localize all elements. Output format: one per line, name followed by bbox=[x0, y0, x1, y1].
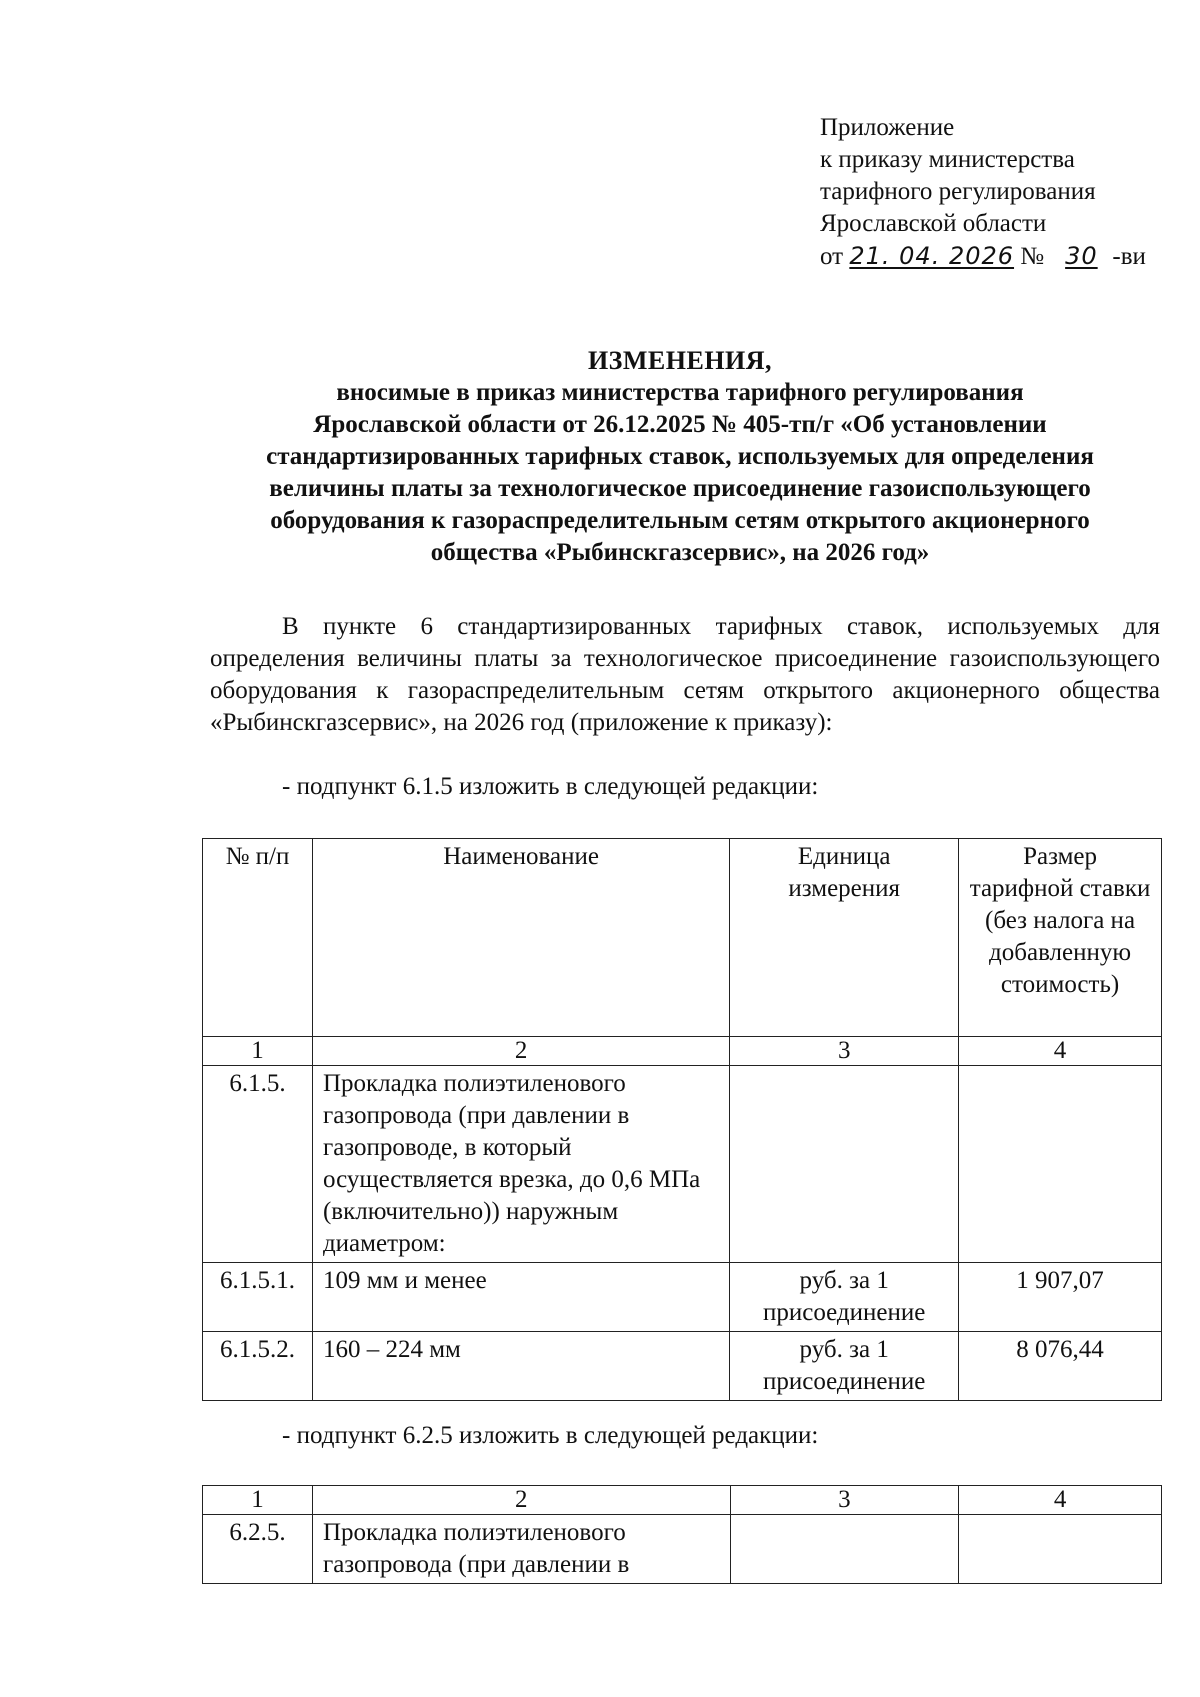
appendix-number-handwritten: 30 bbox=[1065, 242, 1098, 270]
row-unit bbox=[730, 1515, 959, 1584]
row-name: 160 – 224 мм bbox=[312, 1332, 729, 1401]
row-rate: 1 907,07 bbox=[959, 1263, 1162, 1332]
body-text bbox=[210, 611, 1160, 739]
header-rate: Размер тарифной ставки (без налога на добавленную стоимость) bbox=[959, 839, 1162, 1037]
col-number-4: 4 bbox=[959, 1037, 1162, 1066]
appendix-line-2: к приказу министерства bbox=[820, 146, 1075, 173]
header-name: Наименование bbox=[312, 839, 729, 1037]
title-main: ИЗМЕНЕНИЯ, bbox=[587, 346, 773, 375]
row-unit: руб. за 1 присоединение bbox=[730, 1332, 959, 1401]
table-row bbox=[203, 1332, 1162, 1401]
table-row bbox=[203, 1515, 1162, 1584]
row-rate bbox=[959, 1515, 1162, 1584]
row-no: 6.2.5. bbox=[203, 1515, 313, 1584]
subpoint-6-2-5-label: - подпункт 6.2.5 изложить в следующей редакции: bbox=[282, 1422, 819, 1449]
row-no: 6.1.5.2. bbox=[203, 1332, 313, 1401]
appendix-date-line bbox=[820, 240, 1146, 273]
col-number-4: 4 bbox=[959, 1486, 1162, 1515]
appendix-line-1: Приложение bbox=[820, 114, 955, 141]
tariff-table-6-1-5 bbox=[202, 838, 1162, 1401]
body-paragraph: В пункте 6 стандартизированных тарифных ставок, используемых для определения величины платы за технологическое присоединение газоиспользующего оборудования к газораспределительным сетям открытого акционерного общества «Рыбинскгазсервис», на 2026 год (приложение к приказу): bbox=[210, 613, 1160, 736]
row-rate bbox=[959, 1066, 1162, 1263]
row-rate: 8 076,44 bbox=[959, 1332, 1162, 1401]
row-name: Прокладка полиэтиленового газопровода (при давлении в газопроводе, в который осуществляется врезка, до 0,6 МПа (включительно)) наружным диаметром: bbox=[312, 1066, 729, 1263]
col-number-2: 2 bbox=[312, 1037, 729, 1066]
col-number-1: 1 bbox=[203, 1486, 313, 1515]
col-number-3: 3 bbox=[730, 1037, 959, 1066]
col-number-1: 1 bbox=[203, 1037, 313, 1066]
appendix-from: от bbox=[820, 243, 844, 270]
header-unit: Единица измерения bbox=[730, 839, 959, 1037]
column-numbers-row bbox=[203, 1486, 1162, 1515]
title-line-3: стандартизированных тарифных ставок, используемых для определения bbox=[266, 443, 1094, 470]
subpoint-6-1-5-label: - подпункт 6.1.5 изложить в следующей редакции: bbox=[282, 773, 819, 800]
title-line-6: общества «Рыбинскгазсервис», на 2026 год» bbox=[430, 539, 930, 566]
title-line-1: вносимые в приказ министерства тарифного регулирования bbox=[336, 379, 1024, 406]
appendix-line-4: Ярославской области bbox=[820, 210, 1047, 237]
title-line-4: величины платы за технологическое присоединение газоиспользующего bbox=[269, 475, 1091, 502]
col-number-3: 3 bbox=[730, 1486, 959, 1515]
table-header-row bbox=[203, 839, 1162, 1037]
row-name: Прокладка полиэтиленового газопровода (при давлении в bbox=[312, 1515, 730, 1584]
row-name: 109 мм и менее bbox=[312, 1263, 729, 1332]
appendix-line-3: тарифного регулирования bbox=[820, 178, 1096, 205]
title-line-5: оборудования к газораспределительным сетям открытого акционерного bbox=[270, 507, 1090, 534]
table-row bbox=[203, 1066, 1162, 1263]
row-no: 6.1.5. bbox=[203, 1066, 313, 1263]
row-unit: руб. за 1 присоединение bbox=[730, 1263, 959, 1332]
appendix-suffix: -ви bbox=[1112, 243, 1146, 270]
appendix-block bbox=[820, 112, 1146, 273]
col-number-2: 2 bbox=[312, 1486, 730, 1515]
row-unit bbox=[730, 1066, 959, 1263]
row-no: 6.1.5.1. bbox=[203, 1263, 313, 1332]
header-no: № п/п bbox=[203, 839, 313, 1037]
document-title bbox=[200, 345, 1160, 569]
appendix-date-handwritten: 21. 04. 2026 bbox=[849, 242, 1015, 270]
table-row bbox=[203, 1263, 1162, 1332]
appendix-no-sign: № bbox=[1020, 243, 1045, 270]
tariff-table-6-2-5 bbox=[202, 1485, 1162, 1584]
title-line-2: Ярославской области от 26.12.2025 № 405-тп/г «Об установлении bbox=[313, 411, 1047, 438]
column-numbers-row bbox=[203, 1037, 1162, 1066]
